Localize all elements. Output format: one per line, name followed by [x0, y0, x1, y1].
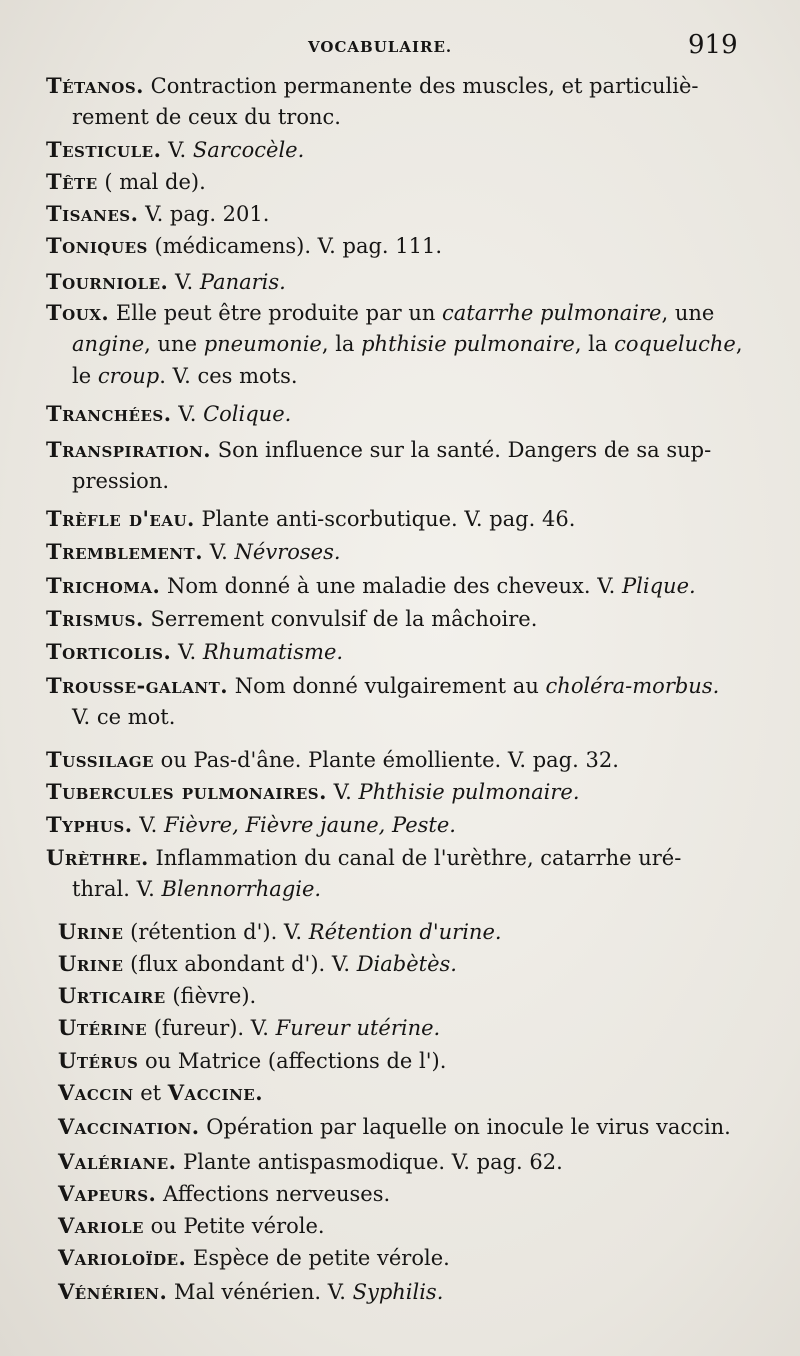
vocab-entry — [46, 398, 291, 430]
vocab-entry — [46, 570, 696, 602]
entry-reference: Diabètès. — [356, 952, 457, 976]
entry-term: Tranchées. — [46, 401, 172, 426]
vocab-entry — [46, 70, 699, 102]
vocab-entry — [46, 134, 304, 166]
entry-text: et — [133, 1081, 168, 1105]
vocab-entry-continuation — [46, 361, 298, 392]
vocab-entry — [46, 434, 711, 466]
entry-term: Urine — [58, 919, 124, 944]
entry-reference: coqueluche — [614, 332, 736, 356]
entry-text: , la — [321, 332, 362, 356]
entry-term: Tétanos. — [46, 73, 144, 98]
entry-text: Elle peut être produite par un — [109, 301, 443, 325]
entry-text: . V. ces mots. — [159, 364, 298, 388]
entry-term: Trismus. — [46, 606, 144, 631]
vocab-entry — [58, 1242, 450, 1274]
entry-reference: Sarcocèle. — [192, 138, 305, 162]
vocab-entry-continuation — [46, 466, 169, 497]
vocab-entry — [46, 670, 719, 702]
entry-reference: choléra-morbus. — [545, 674, 720, 698]
entry-term: Trèfle d'eau. — [46, 506, 195, 531]
entry-term: Typhus. — [46, 812, 133, 837]
entry-term: Tremblement. — [46, 539, 204, 564]
entry-text: Son influence sur la santé. Dangers de sa sup- — [211, 438, 712, 462]
vocab-entry — [46, 603, 537, 635]
vocab-entry — [58, 1210, 325, 1242]
entry-reference: croup — [97, 364, 160, 388]
entry-text: V. — [203, 540, 235, 564]
entry-reference: Rhumatisme. — [202, 640, 344, 664]
entry-text: Espèce de petite vérole. — [186, 1246, 450, 1270]
entry-term: Variole — [58, 1213, 144, 1238]
entry-reference: Colique. — [203, 402, 292, 426]
vocab-entry — [46, 297, 714, 329]
entry-term: Vaccination. — [58, 1114, 200, 1139]
entry-reference: Plique. — [622, 574, 696, 598]
entry-reference: Fièvre, Fièvre jaune, Peste. — [164, 813, 456, 837]
entry-text: ou Petite vérole. — [143, 1214, 325, 1238]
entry-term: Vaccine. — [167, 1080, 264, 1105]
vocab-entry — [46, 198, 269, 230]
vocab-entry — [58, 1146, 563, 1178]
entry-term: Urticaire — [58, 983, 166, 1008]
entry-term: Trousse-galant. — [46, 673, 229, 698]
entry-term: Utérus — [58, 1048, 139, 1073]
entry-reference: angine — [72, 332, 145, 356]
entry-term: Toux. — [46, 300, 110, 325]
entry-reference: Blennorrhagie. — [161, 877, 322, 901]
entry-term: Tourniole. — [46, 269, 169, 294]
entry-text: ( mal de). — [97, 170, 206, 194]
vocab-entry-continuation — [46, 874, 321, 905]
entry-text: Plante anti-scorbutique. V. pag. 46. — [194, 507, 576, 531]
entry-term: Valériane. — [58, 1149, 177, 1174]
entry-text: (fureur). V. — [147, 1016, 276, 1040]
vocab-entry — [46, 842, 681, 874]
entry-text: Contraction permanente des muscles, et particuliè- — [143, 74, 699, 98]
page-header — [0, 30, 800, 70]
vocab-entry — [58, 1077, 263, 1109]
entry-reference: Névroses. — [234, 540, 341, 564]
entry-reference: Phthisie pulmonaire. — [358, 780, 580, 804]
page-number: 919 — [688, 30, 738, 60]
entry-text: , la — [574, 332, 615, 356]
vocab-entry — [46, 166, 206, 198]
entry-text: V. — [171, 402, 204, 426]
entry-text: (rétention d'). V. — [123, 920, 309, 944]
vocab-entry — [46, 230, 442, 262]
entry-reference: Syphilis. — [352, 1280, 444, 1304]
entry-reference: phthisie pulmonaire — [361, 332, 575, 356]
entry-text: Nom donné à une maladie des cheveux. V. — [160, 574, 623, 598]
entry-reference: pneumonie — [203, 332, 322, 356]
entry-text: V. — [132, 813, 165, 837]
entry-text: V. pag. 201. — [138, 202, 270, 226]
entry-term: Tête — [46, 169, 98, 194]
entry-reference: Panaris. — [199, 270, 286, 294]
entry-text: V. — [168, 270, 200, 294]
entry-text: V. ce mot. — [72, 705, 176, 729]
entry-text: pression. — [72, 469, 170, 493]
entry-reference: Rétention d'urine. — [308, 920, 502, 944]
entry-text: Plante antispasmodique. V. pag. 62. — [176, 1150, 563, 1174]
vocab-entry — [46, 776, 580, 808]
entry-term: Tussilage — [46, 747, 154, 772]
entry-text: Nom donné vulgairement au — [228, 674, 546, 698]
entry-reference: catarrhe pulmonaire — [442, 301, 662, 325]
vocab-entry — [46, 503, 575, 535]
entry-text: Mal vénérien. V. — [167, 1280, 353, 1304]
entry-text: (médicamens). V. pag. 111. — [147, 234, 443, 258]
vocab-entry — [58, 948, 457, 980]
entry-text: V. — [326, 780, 359, 804]
entry-text: , une — [144, 332, 204, 356]
entry-term: Vénérien. — [58, 1279, 168, 1304]
entry-term: Toniques — [46, 233, 148, 258]
entry-term: Testicule. — [46, 137, 162, 162]
vocab-entry — [58, 1276, 443, 1308]
vocab-entry — [46, 809, 456, 841]
entry-text: le — [72, 364, 98, 388]
entry-text: (flux abondant d'). V. — [123, 952, 357, 976]
entry-term: Trichoma. — [46, 573, 161, 598]
vocab-entry — [58, 916, 502, 948]
entry-term: Utérine — [58, 1015, 148, 1040]
entry-term: Urèthre. — [46, 845, 149, 870]
entry-term: Tisanes. — [46, 201, 139, 226]
vocab-entry — [58, 1111, 731, 1143]
entry-text: (fièvre). — [165, 984, 257, 1008]
entry-reference: Fureur utérine. — [275, 1016, 441, 1040]
entry-text: V. — [161, 138, 193, 162]
entry-text: , une — [661, 301, 715, 325]
entry-text: ou Pas-d'âne. Plante émolliente. V. pag. 32. — [154, 748, 619, 772]
vocab-entry — [58, 1178, 390, 1210]
vocab-entry — [46, 266, 286, 298]
entry-term: Vapeurs. — [58, 1181, 157, 1206]
entry-text: Inflammation du canal de l'urèthre, catarrhe uré- — [148, 846, 682, 870]
entry-term: Transpiration. — [46, 437, 212, 462]
vocab-entry — [46, 536, 341, 568]
entry-text: thral. V. — [72, 877, 162, 901]
entry-text: Opération par laquelle on inocule le virus vaccin. — [199, 1115, 731, 1139]
entry-term: Urine — [58, 951, 124, 976]
vocab-entry — [58, 1012, 440, 1044]
vocab-entry-continuation — [46, 702, 175, 733]
entry-term: Torticolis. — [46, 639, 172, 664]
vocab-entry-continuation — [46, 329, 743, 360]
entry-term: Tubercules pulmonaires. — [46, 779, 327, 804]
entry-text: Affections nerveuses. — [156, 1182, 391, 1206]
vocab-entry — [58, 980, 256, 1012]
entry-text: Serrement convulsif de la mâchoire. — [143, 607, 538, 631]
entry-text: ou Matrice (affections de l'). — [138, 1049, 447, 1073]
entry-term: Vaccin — [58, 1080, 134, 1105]
entry-term: Varioloïde. — [58, 1245, 187, 1270]
vocab-entry-continuation — [46, 102, 341, 133]
entry-text: rement de ceux du tronc. — [72, 105, 341, 129]
vocab-entry — [58, 1045, 446, 1077]
vocab-entry — [46, 636, 343, 668]
vocab-entry — [46, 744, 619, 776]
entry-text: V. — [171, 640, 203, 664]
entry-text: , — [735, 332, 743, 356]
running-title: VOCABULAIRE. — [308, 38, 453, 56]
